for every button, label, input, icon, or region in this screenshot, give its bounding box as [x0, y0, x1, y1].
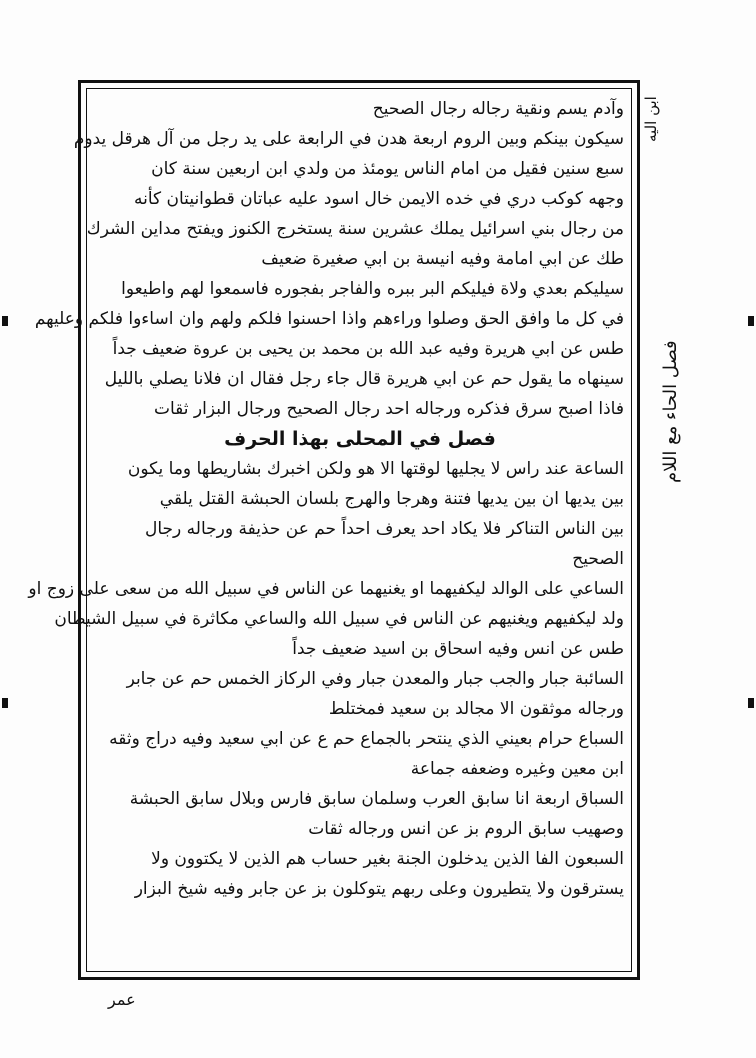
text-line: من رجال بني اسرائيل يملك عشرين سنة يستخرج الكنوز ويفتح مداين الشرك: [86, 219, 624, 239]
text-line: ولد ليكفيهم ويغنيهم عن الناس في سبيل الله والساعي مكاثرة في سبيل الشيطان: [54, 609, 624, 629]
text-line: الساعة عند راس لا يجليها لوقتها الا هو ولكن اخبرك بشاريطها وما يكون: [127, 459, 624, 479]
text-line: سبع سنين فقيل من امام الناس يومئذ من ولدي ابن اربعين سنة كان: [151, 159, 624, 179]
text-line: بين الناس التناكر فلا يكاد احد يعرف احداً حم عن حذيفة ورجاله رجال: [145, 519, 624, 539]
text-line: فاذا اصبح سرق فذكره ورجاله احد رجال الصحيح ورجال البزار ثقات: [154, 399, 624, 419]
text-line: السباق اربعة انا سابق العرب وسلمان سابق فارس وبلال سابق الحبشة: [129, 789, 624, 809]
manuscript-text-block: [28, 94, 624, 954]
text-line: يسترقون ولا يتطيرون وعلى ربهم يتوكلون بز عن جابر وفيه شيخ البزار: [134, 879, 624, 899]
text-line: طس عن ابي هريرة وفيه عبد الله بن محمد بن يحيى بن عروة ضعيف جداً: [112, 339, 624, 359]
text-line: ورجاله موثقون الا مجالد بن سعيد فمختلط: [328, 699, 624, 719]
margin-note-top: ابن اليه: [642, 96, 660, 142]
scan-edge-mark: [2, 316, 8, 326]
text-line: بين يديها ان بين يديها فتنة وهرجا والهرج بلسان الحبشة القتل يلقي: [159, 489, 624, 509]
text-line: السائبة جبار والجب جبار والمعدن جبار وفي الركاز الخمس حم عن جابر: [126, 669, 624, 689]
text-line: طس عن انس وفيه اسحاق بن اسيد ضعيف جداً: [292, 639, 624, 659]
text-line: وجهه كوكب دري في خده الايمن خال اسود عليه عباتان قطوانيتان كأنه: [134, 189, 624, 209]
catchword: عمر: [108, 990, 136, 1009]
text-line: الساعي على الوالد ليكفيهما او يغنيهما عن الناس في سبيل الله من سعى على زوج او: [28, 579, 624, 599]
text-line: الصحيح: [572, 549, 624, 569]
text-line: سيكون بينكم وبين الروم اربعة هدن في الرابعة على يد رجل من آل هرقل يدوم: [73, 129, 624, 149]
margin-note-middle: فصل الحاء مع اللام: [660, 340, 681, 483]
scan-edge-mark: [748, 698, 754, 708]
text-line: السباع حرام بعيني الذي ينتحر بالجماع حم ع عن ابي سعيد وفيه دراج وثقه: [109, 729, 624, 749]
text-line: سيليكم بعدي ولاة فيليكم البر ببره والفاجر بفجوره فاسمعوا لهم واطيعوا: [121, 279, 624, 299]
text-line: السبعون الفا الذين يدخلون الجنة بغير حساب هم الذين لا يكتوون ولا: [151, 849, 624, 869]
section-heading: فصل في المحلى بهذا الحرف: [224, 428, 496, 450]
text-line: طك عن ابي امامة وفيه انيسة بن ابي صغيرة ضعيف: [261, 249, 624, 269]
text-line: وآدم يسم ونقية رجاله رجال الصحيح: [372, 99, 624, 119]
scan-edge-mark: [2, 698, 8, 708]
text-line: وصهيب سابق الروم بز عن انس ورجاله ثقات: [308, 819, 624, 839]
text-line: في كل ما وافق الحق وصلوا وراءهم واذا احسنوا فلكم ولهم وان اساءوا فلكم وعليهم: [34, 309, 624, 329]
text-line: ابن معين وغيره وضعفه جماعة: [410, 759, 624, 779]
text-line: سينهاه ما يقول حم عن ابي هريرة قال جاء رجل فقال ان فلانا يصلي بالليل: [104, 369, 624, 389]
scan-edge-mark: [748, 316, 754, 326]
